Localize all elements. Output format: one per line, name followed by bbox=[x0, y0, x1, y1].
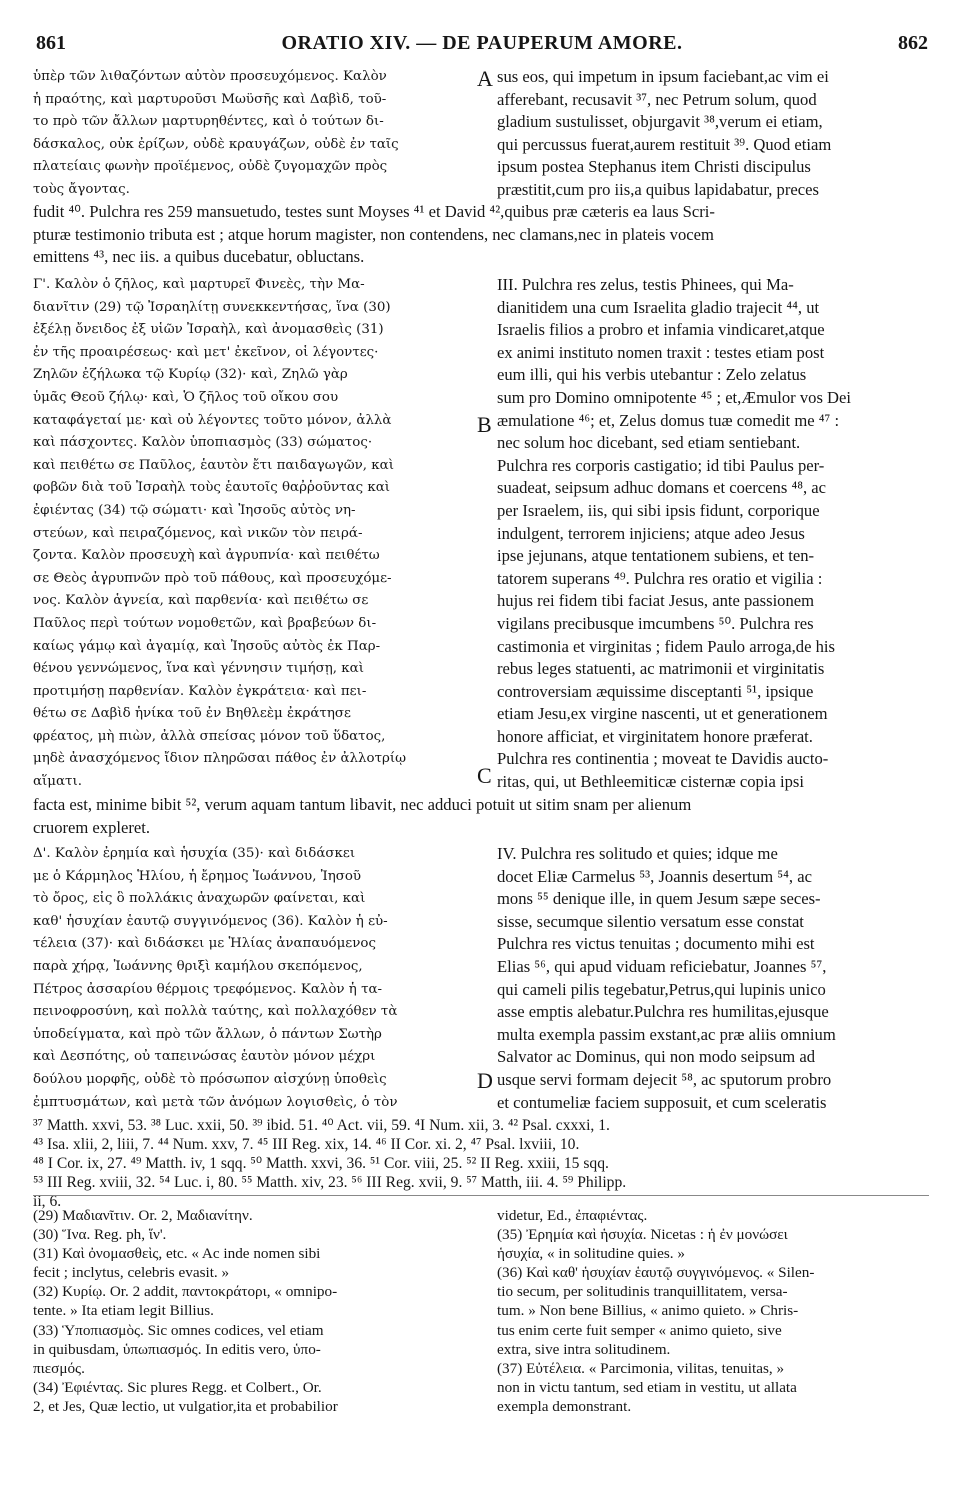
text-line: etiam Jesu,ex virgine nascenti, ut et generationem bbox=[497, 704, 828, 724]
text-line: καταφάγεταί με· καὶ οὐ λέγοντες τοῦτο μόνον, ἀλλὰ bbox=[33, 412, 392, 428]
critical-notes-right bbox=[497, 1206, 929, 1416]
text-line: tatorem superans ⁴⁹. Pulchra res oratio et vigilia : bbox=[497, 568, 823, 588]
note-line: non in victu tantum, sed etiam in vestitu, ut allata bbox=[497, 1378, 797, 1396]
note-line: (37) Εὐτέλεια. « Parcimonia, vilitas, tenuitas, » bbox=[497, 1359, 785, 1377]
running-title: ORATIO XIV. — DE PAUPERUM AMORE. bbox=[281, 32, 683, 54]
critical-notes-left bbox=[33, 1206, 485, 1416]
footnote-divider bbox=[33, 1195, 929, 1196]
text-line: ὑπὲρ τῶν λιθαζόντων αὐτὸν προσευχόμενος. Καλὸν bbox=[33, 69, 387, 84]
reference-line: ⁴³ Isa. xlii, 2, liii, 7. ⁴⁴ Num. xxv, 7. ⁴⁵ III Reg. xix, 14. ⁴⁶ II Cor. xi. 2, ⁴⁷ Psal. lxviii, 10. bbox=[33, 1136, 580, 1153]
text-line: ipsum postea Stephanus item Christi discipulus bbox=[497, 157, 811, 177]
text-line: pturæ testimonio tributa est ; atque horum magister, non contendens, nec clamans,nec in plateis vocem bbox=[33, 224, 714, 244]
text-line: προτιμήσῃ παρθενίαν. Καλὸν ἐγκράτεια· καὶ πει- bbox=[33, 683, 367, 699]
note-line: exempla demonstrant. bbox=[497, 1397, 632, 1415]
text-line: vigilans precibusque imcumbens ⁵⁰. Pulchra res bbox=[497, 613, 814, 633]
text-line: Ζηλῶν ἐζήλωκα τῷ Κυρίῳ (32)· καὶ, Ζηλῶ γὰρ bbox=[33, 367, 348, 383]
latin-column-block-2 bbox=[497, 274, 929, 794]
note-line: 2, et Jes, Quæ lectio, ut vulgatior,ita et probabilior bbox=[33, 1397, 338, 1415]
text-line: docet Eliæ Carmelus ⁵³, Joannis desertum ⁵⁴, ac bbox=[497, 866, 812, 886]
latin-column-block-1 bbox=[497, 66, 929, 202]
text-line: δάσκαλος, οὐκ ἐρίζων, οὐδὲ κραυγάζων, οὐδὲ ἐν ταῖς bbox=[33, 136, 399, 152]
reference-line: ³⁷ Matth. xxvi, 53. ³⁸ Luc. xxii, 50. ³⁹ ibid. 51. ⁴⁰ Act. vii, 59. ⁴I Num. xii, 3. ⁴² Psal. cxxxi, 1. bbox=[33, 1117, 610, 1134]
scripture-references bbox=[33, 1116, 929, 1211]
text-line: cruorem expleret. bbox=[33, 817, 151, 837]
text-line: honore afficiat, et virginitatem honore præferat. bbox=[497, 726, 813, 746]
text-line: Elias ⁵⁶, qui apud viduam reficiebatur, Joannes ⁵⁷, bbox=[497, 956, 827, 976]
page-number-right: 862 bbox=[898, 32, 928, 54]
page-number-left: 861 bbox=[36, 32, 66, 54]
note-line: (30) Ἵνα. Reg. ph, ἵν'. bbox=[33, 1226, 167, 1244]
text-line: afferebant, recusavit ³⁷, nec Petrum solum, quod bbox=[497, 89, 817, 109]
text-line: Pulchra res corporis castigatio; id tibi Paulus per- bbox=[497, 455, 825, 475]
text-line: Παῦλος περὶ τούτων νομοθετῶν, καὶ βραβεύων δι- bbox=[33, 615, 377, 631]
text-line: Γ'. Καλὸν ὁ ζῆλος, καὶ μαρτυρεῖ Φινεὲς, τὴν Μα- bbox=[33, 277, 365, 292]
text-line: τέλεια (37)· καὶ διδάσκει με Ἡλίας ἀναπαυόμενος bbox=[33, 936, 376, 952]
text-line: φοβῶν διὰ τοῦ Ἰσραὴλ τοὺς ἑαυτοῖς θαῤῥοῦντας καὶ bbox=[33, 480, 391, 496]
text-line: per Israelem, iis, qui sibi ipsis fidunt, corporique bbox=[497, 500, 820, 520]
note-line: (34) Ἐφιέντας. Sic plures Regg. et Colbert., Or. bbox=[33, 1378, 322, 1396]
text-line: καίως γάμῳ καὶ ἀγαμίᾳ, καὶ Ἰησοῦς αὐτὸς ἐκ Παρ- bbox=[33, 638, 381, 654]
margin-marker-a: A bbox=[477, 66, 493, 91]
text-line: ἐν τῆς προαιρέσεως· καὶ μετ' ἐκεῖνον, οἱ λέγοντες· bbox=[33, 344, 379, 360]
text-line: eum illi, qui his verbis utebantur : Zelo zelatus bbox=[497, 365, 807, 385]
text-line: ἐμπτυσμάτων, καὶ μετὰ τῶν ἀνόμων λογισθεὶς, ὁ τὸν bbox=[33, 1094, 398, 1110]
text-line: ζοντα. Καλὸν προσευχὴ καὶ ἀγρυπνία· καὶ πειθέτω bbox=[33, 548, 380, 564]
text-line: suadeat, seipsum adhuc domans et coercens ⁴⁸, ac bbox=[497, 478, 827, 498]
text-line: sum pro Domino omnipotente ⁴⁵ ; et,Æmulor vos Dei bbox=[497, 387, 852, 407]
text-line: Δ'. Καλὸν ἐρημία καὶ ἡσυχία (35)· καὶ διδάσκει bbox=[33, 846, 356, 861]
text-line: με ὁ Κάρμηλος Ἡλίου, ἡ ἔρημος Ἰωάννου, Ἰησοῦ bbox=[33, 868, 362, 884]
text-line: πεινοφροσύνη, καὶ πολλὰ ταύτης, καὶ πολλαχόθεν τὰ bbox=[33, 1004, 398, 1020]
running-header bbox=[36, 32, 928, 58]
text-line: ἐξέλῃ ὄνειδος ἐξ υἱῶν Ἰσραὴλ, καὶ ἀνομασθεὶς (31) bbox=[33, 322, 384, 338]
text-line: dianitidem una cum Israelita gladio trajecit ⁴⁴, ut bbox=[497, 297, 820, 317]
text-line: καθ' ἡσυχίαν ἑαυτῷ συγγινόμενος (36). Καλὸν ἡ εὐ- bbox=[33, 913, 388, 929]
text-line: παρὰ χήρᾳ, Ἰωάννης θριξὶ καμήλου σκεπόμενος, bbox=[33, 958, 363, 974]
text-line: ritas, qui, ut Bethleemiticæ cisternæ copia ipsi bbox=[497, 772, 804, 792]
text-line: Pulchra res continentia ; moveat te Davidis aucto- bbox=[497, 749, 829, 769]
text-line: ἡ πραότης, καὶ μαρτυροῦσι Μωϋσῆς καὶ Δαβὶδ, τοῦ- bbox=[33, 91, 387, 107]
text-line: emittens ⁴³, nec iis. a quibus ducebatur, obluctans. bbox=[33, 247, 365, 267]
text-line: καὶ πάσχοντες. Καλὸν ὑποπιασμὸς (33) σώματος· bbox=[33, 435, 373, 451]
text-line: μηδὲ ἀνασχόμενος ἴδιον πληρῶσαι πάθος ἐν ἀλλοτρίῳ bbox=[33, 751, 407, 767]
text-line: controversiam æquissime disceptanti ⁵¹, ipsique bbox=[497, 681, 814, 701]
note-line: (35) Ἐρημία καὶ ἡσυχία. Nicetas : ἡ ἐν μονώσει bbox=[497, 1226, 788, 1244]
text-line: καὶ Δεσπότης, οὐ ταπεινώσας ἑαυτὸν μόνον μέχρι bbox=[33, 1049, 376, 1065]
text-line: qui percussus fuerat,aurem restituit ³⁹. Quod etiam bbox=[497, 134, 832, 154]
greek-column-block-3 bbox=[33, 843, 488, 1114]
text-line: qui cameli pilis tegebatur,Petrus,qui lupinis unico bbox=[497, 979, 826, 999]
text-line: hujus rei fidem tibi faciat Jesus, ante passionem bbox=[497, 591, 815, 611]
reference-line: ii, 6. bbox=[33, 1193, 62, 1210]
text-line: ὑποδείγματα, καὶ πρὸ τῶν ἄλλων, ὁ πάντων Σωτὴρ bbox=[33, 1026, 382, 1042]
note-line: tio secum, per solitudinis tranquillitatem, versa- bbox=[497, 1283, 788, 1301]
greek-column-block-2 bbox=[33, 274, 488, 794]
text-line: indulgent, terrorem injiciens; atque adeo Jesus bbox=[497, 523, 805, 543]
text-line: gladium sustulisset, objurgavit ³⁸,verum ei etiam, bbox=[497, 112, 823, 132]
text-line: δούλου μορφῆς, οὐδὲ τὸ πρόσωπον αἰσχύνῃ ὑποθεὶς bbox=[33, 1071, 387, 1087]
text-line: ex animi instituto nomen traxit : testes etiam post bbox=[497, 342, 825, 362]
text-line: facta est, minime bibit ⁵², verum aquam tantum libavit, nec adduci potuit ut sitim snam per alienum bbox=[33, 795, 692, 814]
note-line: tente. » Ita etiam legit Billius. bbox=[33, 1302, 214, 1320]
text-line: νος. Καλὸν ἁγνεία, καὶ παρθενία· καὶ πειθέτω σε bbox=[33, 593, 369, 609]
text-line: πλατείαις φωνὴν προϊέμενος, οὐδὲ ζυγομαχῶν πρὸς bbox=[33, 159, 388, 175]
text-line: καὶ πειθέτω σε Παῦλος, ἑαυτὸν ἔτι παιδαγωγῶν, καὶ bbox=[33, 457, 394, 473]
text-line: sisse, secumque silentio versatum esse constat bbox=[497, 911, 804, 931]
text-line: asse emptis alebatur.Pulchra res humilitas,ejusque bbox=[497, 1002, 829, 1022]
note-line: tus enim certe fuit semper « animo quieto, sive bbox=[497, 1321, 782, 1339]
text-line: rebus leges statuenti, ac matrimonii et virginitatis bbox=[497, 659, 825, 679]
text-line: Pulchra res victus tenuitas ; documento mihi est bbox=[497, 934, 815, 954]
note-line: (31) Καὶ ὀνομασθεὶς, etc. « Ac inde nomen sibi bbox=[33, 1245, 321, 1263]
text-line: στεύων, καὶ πειραζόμενος, καὶ νικῶν τὸν πειρά- bbox=[33, 525, 363, 541]
margin-marker-b: B bbox=[477, 412, 492, 437]
text-line: castimonia et virginitas ; fidem Paulo arroga,de his bbox=[497, 636, 835, 656]
text-line: φρέατος, μὴ πιὼν, ἀλλὰ σπείσας μόνον τοῦ ὕδατος, bbox=[33, 728, 386, 744]
text-line: ἐφιέντας (34) τῷ σώματι· καὶ Ἰησοῦς αὐτὸς νη- bbox=[33, 502, 356, 518]
text-line: Salvator ac Dominus, qui non modo seipsum ad bbox=[497, 1047, 816, 1067]
latin-full-width-block-1 bbox=[33, 201, 929, 269]
text-line: et contumeliæ faciem supposuit, et cum sceleratis bbox=[497, 1092, 827, 1112]
reference-line: ⁴⁸ I Cor. ix, 27. ⁴⁹ Matth. iv, 1 sqq. ⁵⁰ Matth. xxvi, 36. ⁵¹ Cor. viii, 25. ⁵² II Reg. xxiii, 15 sqq. bbox=[33, 1155, 609, 1172]
text-line: IV. Pulchra res solitudo et quies; idque me bbox=[497, 844, 778, 863]
text-line: usque servi formam dejecit ⁵⁸, ac sputorum probro bbox=[497, 1069, 832, 1089]
note-line: (29) Μαδιανῖτιν. Or. 2, Μαδιανίτην. bbox=[33, 1207, 253, 1224]
text-line: fudit ⁴⁰. Pulchra res 259 mansuetudo, testes sunt Moyses ⁴¹ et David ⁴²,quibus præ cæteris ea laus Scri- bbox=[33, 202, 715, 221]
text-line: Israelis filios a probro et infamia vindicaret,atque bbox=[497, 320, 825, 340]
text-line: διανῖτιν (29) τῷ Ἰσραηλίτῃ συνεκκεντήσας, ἵνα (30) bbox=[33, 299, 391, 315]
greek-column-block-1 bbox=[33, 66, 488, 202]
note-line: πιεσμός. bbox=[33, 1359, 85, 1377]
text-line: σε Θεὸς ἀγρυπνῶν πρὸ τοῦ πάθους, καὶ προσευχόμε- bbox=[33, 570, 392, 586]
text-line: præstitit,cum pro iis,a quibus lapidabatur, preces bbox=[497, 179, 819, 199]
note-line: (36) Καὶ καθ' ἡσυχίαν ἑαυτῷ συγγινόμενος. « Silen- bbox=[497, 1264, 815, 1282]
text-line: sus eos, qui impetum in ipsum faciebant,ac vim ei bbox=[497, 67, 829, 86]
note-line: ἡσυχία, « in solitudine quies. » bbox=[497, 1245, 685, 1263]
text-line: æmulatione ⁴⁶; et, Zelus domus tuæ comedit me ⁴⁷ : bbox=[497, 410, 840, 430]
note-line: extra, sive intra solitudinem. bbox=[497, 1340, 671, 1358]
margin-marker-c: C bbox=[477, 763, 492, 788]
text-line: III. Pulchra res zelus, testis Phinees, qui Ma- bbox=[497, 275, 794, 294]
note-line: videtur, Ed., ἐπαφιέντας. bbox=[497, 1207, 648, 1224]
text-line: Πέτρος ἀσσαρίου θέρμοις τρεφόμενος. Καλὸν ἡ τα- bbox=[33, 981, 383, 997]
text-line: ὑμᾶς Θεοῦ ζήλῳ· καὶ, Ὁ ζῆλος τοῦ οἴκου σου bbox=[33, 389, 339, 405]
text-line: nec solum hoc dicebant, sed etiam sentiebant. bbox=[497, 433, 801, 453]
note-line: tum. » Non bene Billius, « animo quieto. » Chris- bbox=[497, 1302, 799, 1320]
text-line: θέτω σε Δαβὶδ ἡνίκα τοῦ ἐν Βηθλεὲμ ἐκράτησε bbox=[33, 706, 351, 722]
reference-line: ⁵³ III Reg. xviii, 32. ⁵⁴ Luc. i, 80. ⁵⁵ Matth. xiv, 23. ⁵⁶ III Reg. xvii, 9. ⁵⁷ Matth, iii. 4. ⁵⁹ Philipp. bbox=[33, 1174, 627, 1191]
latin-full-width-block-2 bbox=[33, 794, 929, 839]
note-line: (33) Ὑποπιασμὸς. Sic omnes codices, vel etiam bbox=[33, 1321, 324, 1339]
note-line: (32) Κυρίῳ. Or. 2 addit, παντοκράτορι, « omnipo- bbox=[33, 1283, 338, 1301]
text-line: θένου γεννώμενος, ἵνα καὶ γέννησιν τιμήσῃ, καὶ bbox=[33, 661, 364, 677]
text-line: ipse jejunans, atque tentationem subiens, et ten- bbox=[497, 546, 815, 566]
text-line: το πρὸ τῶν ἄλλων μαρτυρηθέντες, καὶ ὁ τούτων δι- bbox=[33, 114, 384, 130]
text-line: τοὺς ἄγοντας. bbox=[33, 181, 130, 197]
text-line: τὸ ὄρος, εἰς ὃ πολλάκις ἀναχωρῶν φαίνεται, καὶ bbox=[33, 891, 366, 907]
note-line: fecit ; inclytus, celebris evasit. » bbox=[33, 1264, 230, 1282]
text-line: multa exempla passim exstant,ac præ aliis omnium bbox=[497, 1024, 836, 1044]
text-line: mons ⁵⁵ denique ille, in quem Jesum sæpe seces- bbox=[497, 889, 821, 909]
text-line: αἵματι. bbox=[33, 774, 82, 790]
note-line: in quibusdam, ὑπωπιασμός. In editis vero, ὑπο- bbox=[33, 1340, 321, 1358]
margin-marker-d: D bbox=[477, 1068, 493, 1093]
latin-column-block-3 bbox=[497, 843, 929, 1114]
